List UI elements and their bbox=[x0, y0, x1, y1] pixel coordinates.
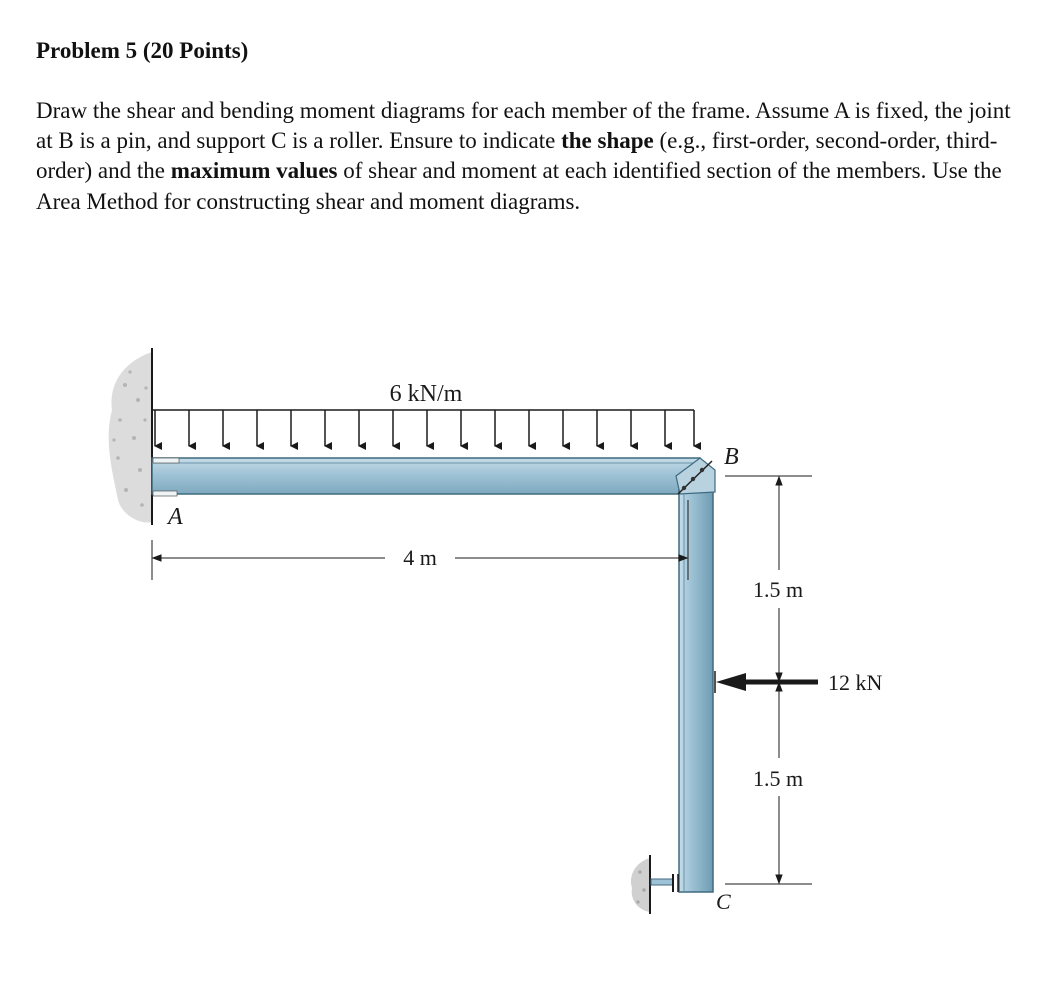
point-load-arrow bbox=[715, 671, 818, 693]
lower-height-label: 1.5 m bbox=[752, 766, 804, 791]
point-load-label: 12 kN bbox=[828, 670, 883, 695]
distributed-load-label: 6 kN/m bbox=[389, 381, 463, 407]
point-c-label: C bbox=[716, 889, 731, 914]
upper-height-label: 1.5 m bbox=[752, 577, 804, 602]
statement-text-3: of shear and moment at each identified section of the members. Use the Area Method for constructing shear and moment diagrams. bbox=[36, 158, 1002, 214]
span-label: 4 m bbox=[403, 545, 437, 570]
statement-emphasis-shape: the shape bbox=[561, 128, 654, 154]
point-a-label: A bbox=[168, 504, 183, 530]
distributed-load bbox=[152, 381, 694, 446]
point-b-label: B bbox=[724, 444, 739, 470]
statement-text-1: Draw the shear and bending moment diagrams for each member of the frame. Assume A is fixed, the joint at B is a pin, and support C is a roller. Ensure to indicate bbox=[36, 98, 1011, 154]
statement-emphasis-max-values: maximum values bbox=[170, 158, 338, 184]
member-ab bbox=[152, 458, 700, 496]
member-bc bbox=[679, 490, 713, 892]
roller-support-c bbox=[631, 855, 678, 914]
problem-heading: Problem 5 (20 Points) bbox=[36, 38, 249, 63]
fixed-support-a bbox=[109, 348, 152, 525]
statement-text-2: (e.g., first-order, second-order, third-order) and the bbox=[36, 128, 998, 184]
